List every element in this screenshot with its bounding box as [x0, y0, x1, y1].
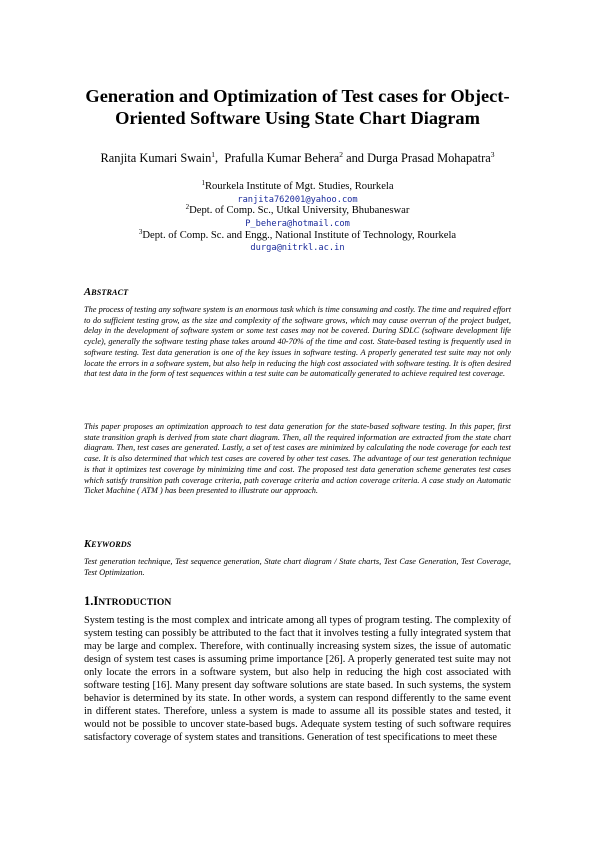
author-line	[60, 150, 535, 166]
affiliation-1	[60, 181, 535, 193]
author-name: Prafulla Kumar Behera	[224, 151, 340, 165]
author-email-link[interactable]: durga@nitrkl.ac.in	[250, 243, 345, 253]
affiliation-superscript: 1	[201, 179, 205, 187]
author-name: Durga Prasad Mohapatra	[367, 151, 491, 165]
abstract-paragraph-2: This paper proposes an optimization approach to test data generation for the state-based software testing. In this paper, first state transition graph is derived from state chart diagram. Then, all the required information are extracted from the state chart diagram. Then, test cases are generated. Lastly, a set of test cases are minimized by calculating the node coverage for each test case. It is also determined that which test cases are covered by other test cases. The advantage of our test generation technique is that it optimizes test coverage by minimizing time and cost. The proposed test data generation scheme generates test cases which satisfy transition path coverage criteria, path coverage criteria and action coverage criteria. A case study on Automatic Ticket Machine ( ATM ) has been presented to illustrate our approach.	[84, 422, 511, 496]
author-email-link[interactable]: ranjita762001@yahoo.com	[237, 195, 358, 205]
abstract-heading	[84, 287, 128, 299]
keywords-heading	[84, 539, 131, 551]
affiliation-text: Rourkela Institute of Mgt. Studies, Rourkela	[204, 181, 394, 192]
keywords-text: Test generation technique, Test sequence generation, State chart diagram / State charts, Test Case Generation, Test Coverage, Test Optimization.	[84, 557, 511, 577]
paper-title: Generation and Optimization of Test cases for Object-Oriented Software Using State Chart Diagram	[85, 86, 510, 128]
abstract-heading-rest: BSTRACT	[91, 288, 129, 297]
affiliation-superscript: 3	[138, 228, 143, 236]
abstract-paragraph-1: The process of testing any software system is an enormous task which is time consuming and costly. The time and required effort to do sufficient testing grow, as the size and complexity of the software grows, which may cause overrun of the project budget, delay in the development of software system or some test cases may not be covered. During SDLC (software development life cycle), generally the software testing phase takes around 40-70% of the time and cost. State-based testing is frequently used in software testing. Test data generation is one of the key issues in software testing. A properly generated test suite may not only locate the errors in a software system, but also help in reducing the high cost associated with software testing. It is often desired that test data in the form of test sequences within a test suite can be automatically generated to achieve required test coverage.	[84, 305, 511, 379]
affiliation-text: Dept. of Comp. Sc., Utkal University, Bhubaneswar	[189, 205, 410, 216]
section-number: 1.	[84, 594, 94, 608]
author-separator: and	[343, 151, 368, 165]
author-superscript: 2	[339, 150, 344, 159]
introduction-heading	[84, 594, 171, 610]
keywords-heading-rest: EYWORDS	[91, 540, 132, 549]
author-superscript: 1	[211, 150, 216, 159]
keywords-heading-initial: K	[84, 539, 92, 550]
affiliation-text: Dept. of Comp. Sc. and Engg., National Institute of Technology, Rourkela	[142, 230, 457, 241]
author-separator: ,	[215, 151, 225, 165]
author-name: Ranjita Kumari Swain	[100, 151, 212, 165]
abstract-heading-initial: A	[84, 287, 92, 298]
author-superscript: 3	[490, 150, 495, 159]
affiliation-superscript: 2	[185, 203, 190, 211]
author-email-link[interactable]: P_behera@hotmail.com	[245, 219, 350, 229]
introduction-heading-rest: NTRODUCTION	[98, 597, 172, 608]
introduction-paragraph: System testing is the most complex and intricate among all types of program testing. The complexity of system testing can possibly be attributed to the fact that it involves testing a fully integrated system that may be large and complex. Therefore, with continually increasing system sizes, the issue of automatic design of system test cases is assuming prime importance [26]. A properly generated test suite may not only locate the errors in a software system, but also help in reducing the high cost associated with software testing [16]. Many present day software solutions are state based. In such systems, the system behavior is determined by its state. In other words, a system can respond differently to the same event in different states. Therefore, unless a system is made to assume all its possible states and tested, it would not be possible to uncover state-based bugs. Adequate system testing of such software requires satisfactory coverage of system states and transitions. Generation of test specifications to meet these	[84, 615, 511, 744]
affiliation-2	[60, 205, 535, 217]
affiliation-3	[60, 230, 535, 242]
introduction-heading-initial: I	[93, 594, 99, 608]
